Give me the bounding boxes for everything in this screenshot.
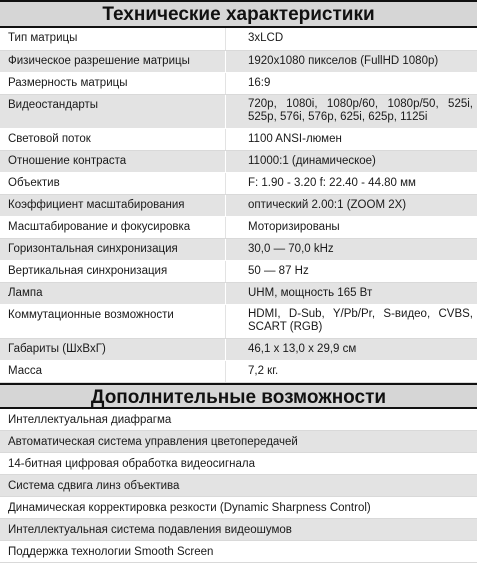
table-row [0,50,477,72]
list-item: Интеллектуальная диафрагма [0,409,477,431]
spec-value: 1100 ANSI-люмен [226,128,477,150]
spec-value: оптический 2.00:1 (ZOOM 2X) [226,194,477,216]
spec-key: Вертикальная синхронизация [0,260,226,282]
spec-key: Коммутационные возможности [0,304,226,338]
list-item: Автоматическая система управления цветопередачей [0,431,477,453]
spec-key: Объектив [0,172,226,194]
spec-value: 16:9 [226,72,477,94]
spec-key: Коэффициент масштабирования [0,194,226,216]
spec-key: Горизонтальная синхронизация [0,238,226,260]
spec-key: Габариты (ШxВxГ) [0,338,226,360]
table-row [0,28,477,50]
spec-value: 30,0 — 70,0 kHz [226,238,477,260]
spec-key: Физическое разрешение матрицы [0,50,226,72]
spec-key: Световой поток [0,128,226,150]
table-row [0,128,477,150]
spec-key: Видеостандарты [0,94,226,128]
table-row [0,304,477,338]
table-row [0,282,477,304]
table-row [0,238,477,260]
table-row [0,94,477,128]
table-row [0,338,477,360]
spec-key: Тип матрицы [0,28,226,50]
extras-title: Дополнительные возможности [0,383,477,409]
spec-key: Масса [0,360,226,382]
spec-value: 1920x1080 пикселов (FullHD 1080p) [226,50,477,72]
table-row [0,72,477,94]
spec-value: 7,2 кг. [226,360,477,382]
table-row [0,194,477,216]
spec-value: 50 — 87 Hz [226,260,477,282]
spec-value: 11000:1 (динамическое) [226,150,477,172]
spec-key: Масштабирование и фокусировка [0,216,226,238]
table-row [0,172,477,194]
spec-key: Лампа [0,282,226,304]
list-item: Динамическая корректировка резкости (Dynamic Sharpness Control) [0,497,477,519]
table-row [0,216,477,238]
list-item: Поддержка технологии Smooth Screen [0,541,477,563]
spec-value: 720p, 1080i, 1080p/60, 1080p/50, 525i, 525p, 576i, 576p, 625i, 625p, 1125i [226,94,477,128]
spec-value: HDMI, D-Sub, Y/Pb/Pr, S-видео, CVBS, SCART (RGB) [226,304,477,338]
list-item: Система сдвига линз объектива [0,475,477,497]
table-row [0,360,477,382]
table-row [0,260,477,282]
spec-key: Отношение контраста [0,150,226,172]
spec-value: 3xLCD [226,28,477,50]
spec-value: F: 1.90 - 3.20 f: 22.40 - 44.80 мм [226,172,477,194]
list-item: 14-битная цифровая обработка видеосигнала [0,453,477,475]
table-row [0,150,477,172]
spec-key: Размерность матрицы [0,72,226,94]
list-item: Интеллектуальная система подавления видеошумов [0,519,477,541]
spec-value: 46,1 x 13,0 x 29,9 см [226,338,477,360]
specs-title: Технические характеристики [0,0,477,28]
spec-value: Моторизированы [226,216,477,238]
extras-list [0,409,477,563]
spec-value: UHM, мощность 165 Вт [226,282,477,304]
specs-table [0,28,477,383]
